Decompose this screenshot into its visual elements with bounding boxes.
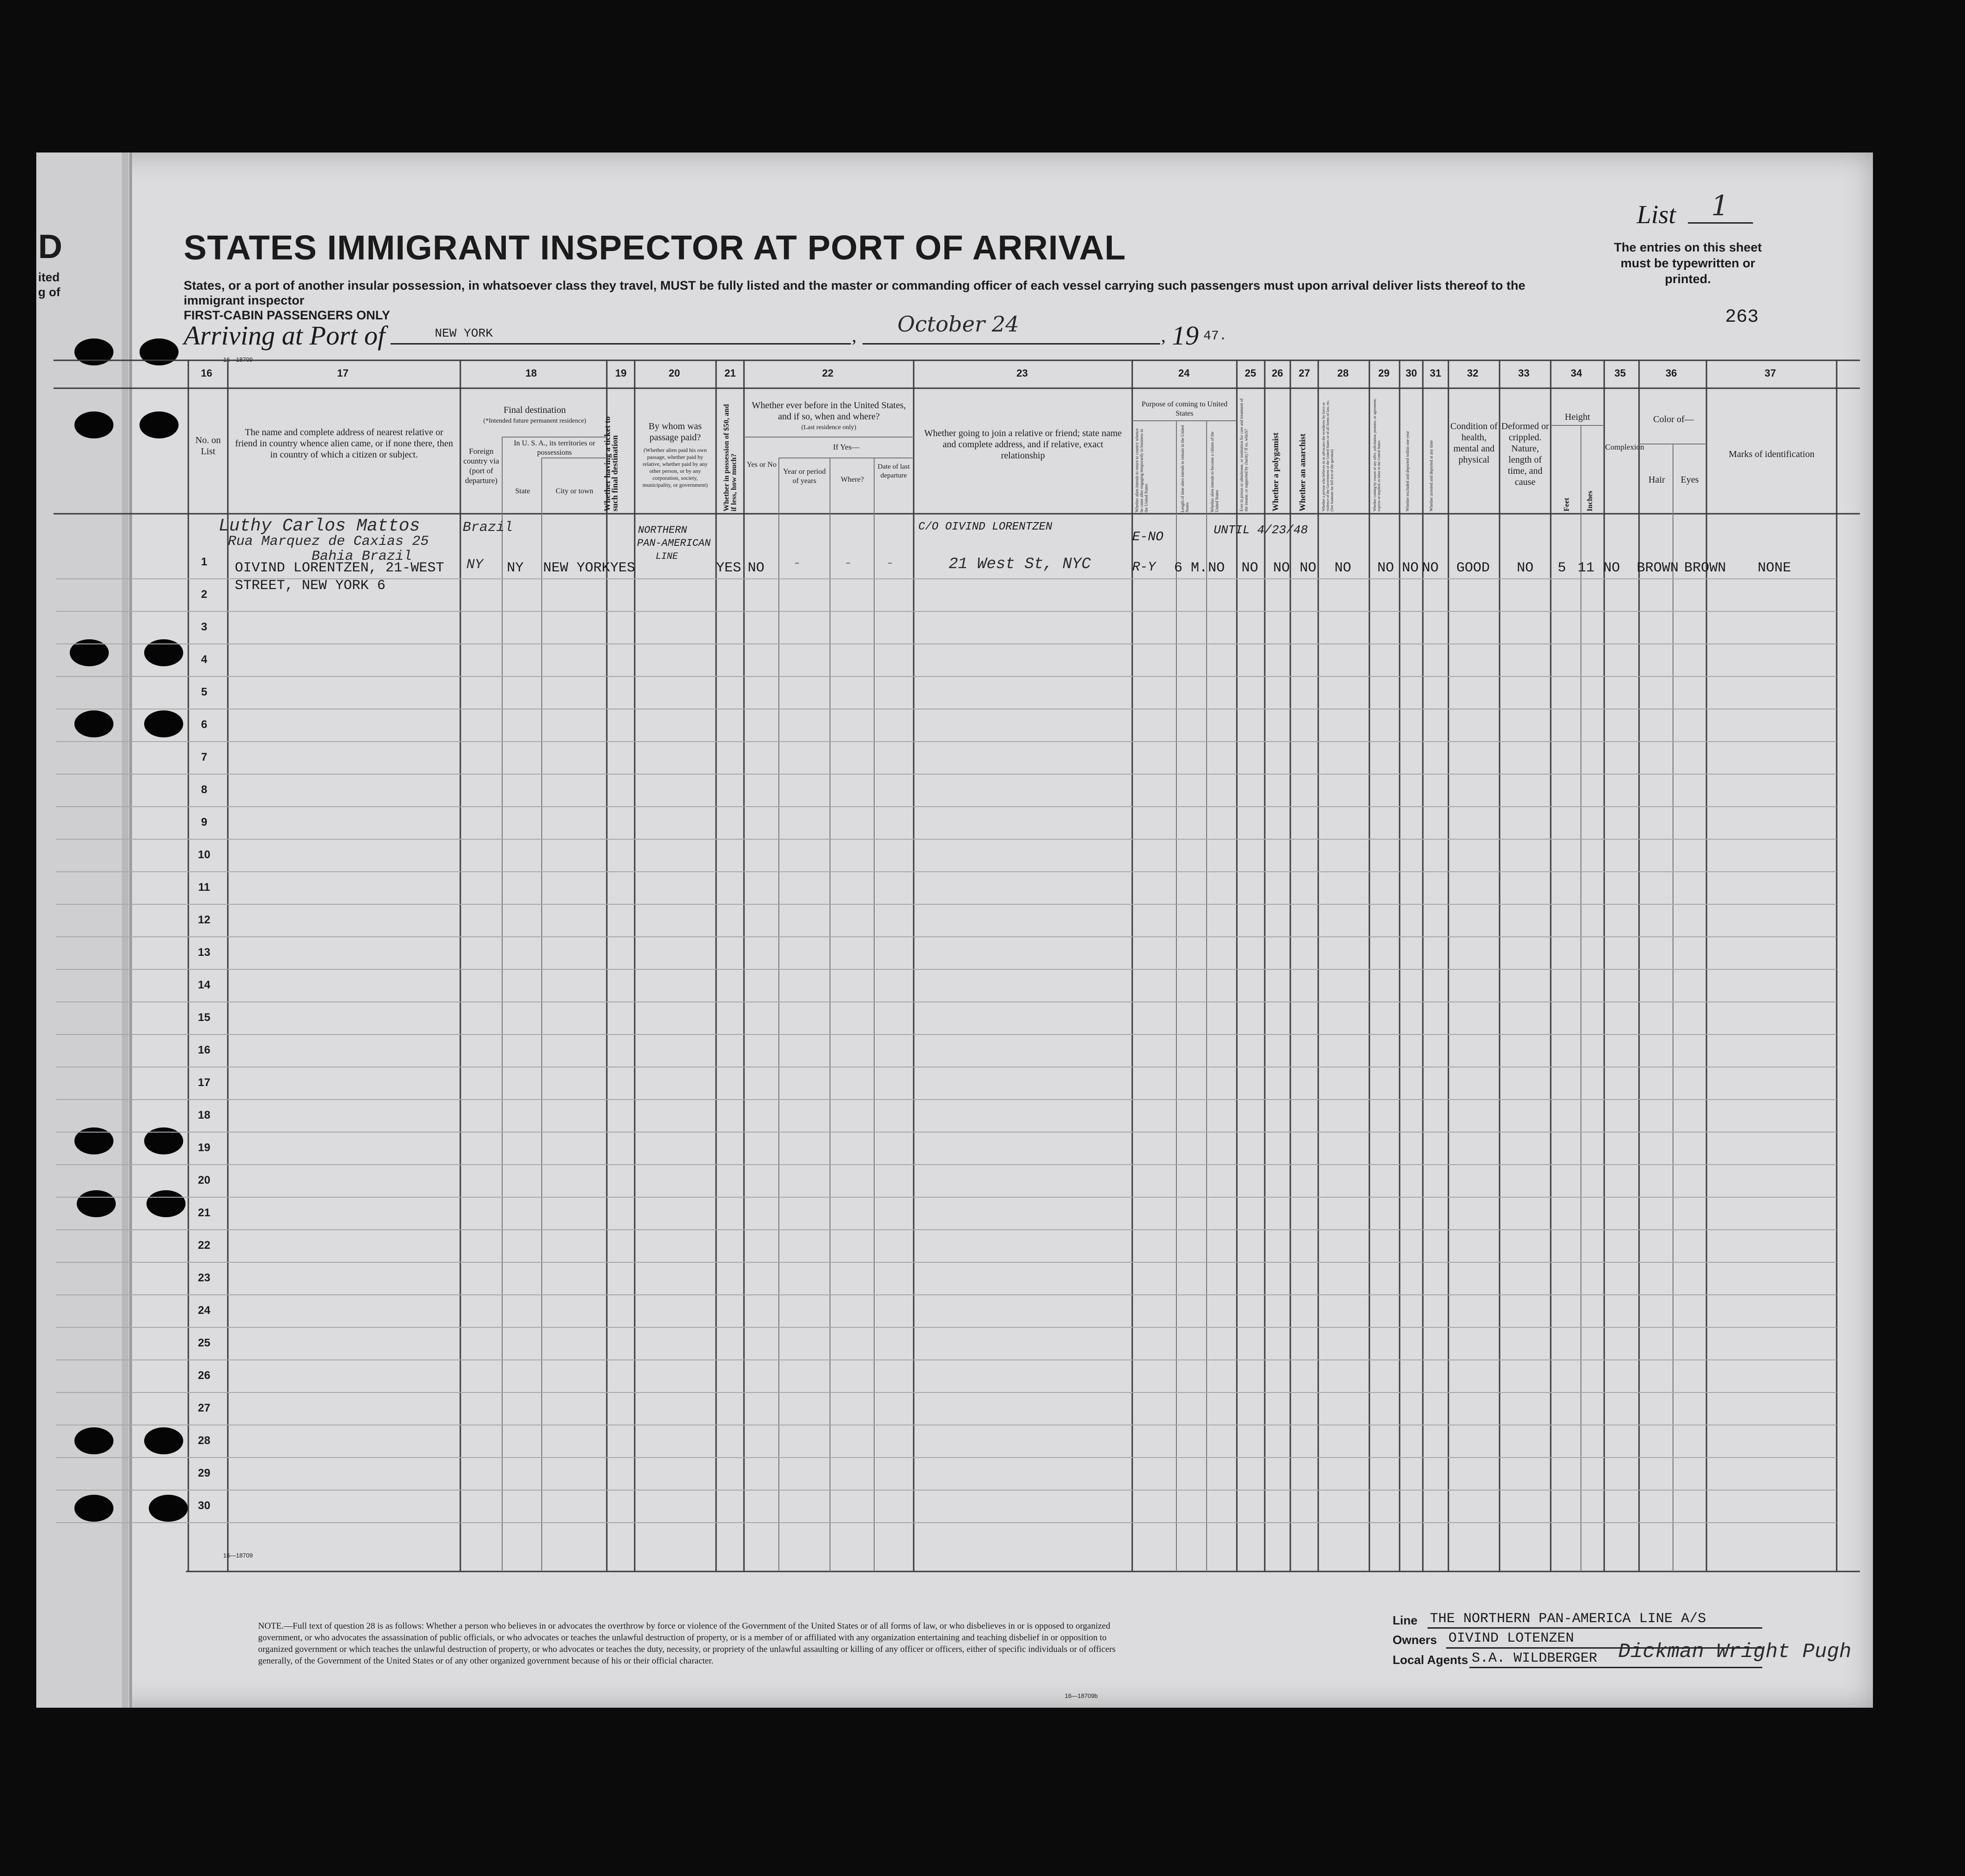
col-number: 23 <box>1016 367 1028 379</box>
col-number: 17 <box>337 367 349 379</box>
join-relative: C/O OIVIND LORENTZEN <box>918 521 1053 533</box>
row-number: 23 <box>198 1272 211 1284</box>
class-note: FIRST-CABIN PASSENGERS ONLY <box>184 308 391 322</box>
agents-underline <box>1469 1667 1762 1668</box>
header-c24-a: Whether alien intends to return to country whence he came after engaging temporarily in business in the United States <box>1135 428 1148 512</box>
foreign-country: Brazil <box>463 520 513 536</box>
row-number: 24 <box>198 1304 211 1317</box>
header-c16: No. on List <box>195 435 221 457</box>
paid-by: NORTHERN <box>638 524 687 536</box>
header-c31: Whether arrested and deported at any time <box>1429 440 1434 511</box>
col-number: 29 <box>1378 367 1390 379</box>
header-c25: Ever in prison or almshouse, or institution for care and treatment of the insane, or supported by charity? If so, which? <box>1239 398 1248 511</box>
owners-label: Owners <box>1393 1633 1437 1647</box>
c28-value: NO <box>1334 560 1352 576</box>
owners-value: OIVIND LOTENZEN <box>1448 1631 1574 1646</box>
col-number: 28 <box>1337 367 1349 379</box>
anarchist-value: NO <box>1300 560 1317 576</box>
money-value: YES <box>716 560 742 576</box>
header-c36: Color of— <box>1653 414 1694 424</box>
row-number: 14 <box>198 979 211 991</box>
year-prefix: 19 <box>1172 320 1199 351</box>
col-number: 25 <box>1245 367 1256 379</box>
dash: - <box>793 556 802 571</box>
list-label: List <box>1637 200 1676 229</box>
header-c22-title: Whether ever before in the United States, and if so, when and where? <box>751 400 906 422</box>
destination-city: NEW YORK <box>543 560 611 576</box>
col-number: 33 <box>1518 367 1530 379</box>
header-c34: Height <box>1565 412 1590 422</box>
header-c22-sub: (Last residence only) <box>801 424 856 431</box>
edge-letter: D <box>38 228 62 265</box>
row-number: 2 <box>201 588 207 601</box>
date-comma: , <box>1161 325 1166 346</box>
c25-value: NO <box>1241 560 1259 576</box>
header-c24-c: Whether alien intends to become a citizen of the United States <box>1210 431 1219 512</box>
paid-by: PAN-AMERICAN <box>637 537 711 549</box>
height-inches: 11 <box>1578 560 1595 576</box>
form-title: STATES IMMIGRANT INSPECTOR AT PORT OF ARRIVAL <box>184 228 1126 267</box>
foreign-port: NY <box>466 557 484 573</box>
row-number: 30 <box>198 1499 211 1512</box>
agents-label: Local Agents <box>1393 1653 1468 1667</box>
agents-value: S.A. WILDBERGER <box>1472 1651 1598 1666</box>
row-number: 29 <box>198 1467 211 1479</box>
row-number: 15 <box>198 1011 211 1024</box>
instruction-text: States, or a port of another insular possession, in whatsoever class they travel, MUST be fully listed and the master or commanding officer of each vessel carrying such passengers must upon arrival deliver lists thereof to the immigrant inspector <box>184 278 1526 307</box>
col-number: 22 <box>822 367 834 379</box>
col-number: 21 <box>724 367 736 379</box>
header-c20-title: By whom was passage paid? <box>648 421 702 443</box>
polygamist-value: NO <box>1273 560 1290 576</box>
header-c18-usa: In U. S. A., its territories or possessions <box>513 439 596 457</box>
row-number: 25 <box>198 1337 211 1349</box>
row-number: 28 <box>198 1434 211 1447</box>
col-number: 19 <box>615 367 627 379</box>
height-feet: 5 <box>1558 560 1567 576</box>
line-label: Line <box>1393 1613 1418 1627</box>
agent-signature: Dickman Wright Pugh <box>1618 1640 1852 1664</box>
header-c18-sub: (*Intended future permanent residence) <box>483 418 586 424</box>
complexion-value: NO <box>1603 560 1620 576</box>
header-c18-foreign: Foreign country via (port of departure) <box>463 447 499 485</box>
header-c21: Whether in possession of $50, and if less, how much? <box>723 404 738 511</box>
health-value: GOOD <box>1456 560 1490 576</box>
header-c18-state: State <box>515 487 530 495</box>
relative-handwritten: Bahia Brazil <box>312 549 412 564</box>
header-c35: Complexion <box>1605 443 1645 451</box>
stay-length: 6 M. <box>1174 560 1208 576</box>
row-number: 7 <box>201 751 207 763</box>
row-number: 16 <box>198 1044 211 1056</box>
row-number: 9 <box>201 816 207 829</box>
row-number: 10 <box>198 849 211 861</box>
stay-length: UNTIL 4/23/48 <box>1214 523 1308 537</box>
row-number: 17 <box>198 1076 211 1089</box>
header-c20 <box>638 421 712 489</box>
header-c24-b: Length of time alien intends to remain in the United States <box>1180 425 1189 512</box>
header-c22-ifyes: If Yes— <box>833 443 860 451</box>
col-number: 34 <box>1571 367 1582 379</box>
row-number: 19 <box>198 1141 211 1154</box>
row-number: 12 <box>198 914 211 926</box>
header-c22 <box>746 400 911 433</box>
relative-handwritten: Luthy Carlos Mattos <box>219 516 420 536</box>
header-c33: Deformed or crippled. Nature, length of time, and cause <box>1501 421 1549 487</box>
paid-by: LINE <box>656 551 678 562</box>
row-number: 11 <box>198 881 210 894</box>
stamp-number: 263 <box>1725 307 1759 328</box>
row-number: 21 <box>198 1206 211 1219</box>
note-code: 16—18709b <box>1065 1692 1098 1699</box>
destination-state: NY <box>507 560 524 576</box>
col-number: 35 <box>1614 367 1626 379</box>
row-number: 3 <box>201 621 207 633</box>
purpose-value: E-NO <box>1132 530 1164 544</box>
question-28-note: NOTE.—Full text of question 28 is as follows: Whether a person who believes in or advocates the overthrow by force or violence of the Government of the United States or of all forms of law, or who disbelieves in or is opposed to organized government, or who advocates the assassination of public officials, or who advocates or teaches the unlawful destruction of property, or is a member of or affiliated with any organization entertaining and teaching disbelief in or opposition to organized government or which teaches the unlawful destruction of property, or who advocates or teaches the duty, necessity, or propriety of the unlawful assaulting or killing of any officer or officers, either of specific individuals or of officers generally, of the Government of the United States or of any other organized government because of his or their official character. <box>258 1621 1116 1666</box>
header-c34-inches: Inches <box>1586 491 1594 511</box>
col-number: 30 <box>1406 367 1417 379</box>
form-code-bottom: 16—18709 <box>223 1552 253 1559</box>
col-number: 16 <box>201 367 212 379</box>
port-comma: , <box>852 325 856 346</box>
col-number: 20 <box>669 367 680 379</box>
dash: - <box>844 556 853 571</box>
col-number: 26 <box>1272 367 1283 379</box>
row-number: 26 <box>198 1369 211 1382</box>
before-us-value: NO <box>748 560 765 576</box>
hair-color: BROWN <box>1637 560 1679 576</box>
header-c24: Purpose of coming to United States <box>1142 400 1228 418</box>
c30-value: NO <box>1402 560 1419 576</box>
row-number: 1 <box>201 556 207 568</box>
port-label: Arriving at Port of <box>184 320 385 351</box>
form-code: 16—18709 <box>223 356 253 363</box>
header-c28: Whether a person who believes in or advocates the overthrow by force or violence of the Government of the United States or of all forms of law, etc. (See footnote for full text of the question) <box>1321 400 1334 511</box>
year-suffix: 47. <box>1203 329 1227 344</box>
header-c32: Condition of health, mental and physical <box>1450 421 1498 465</box>
row-number: 20 <box>198 1174 211 1187</box>
header-c17: The name and complete address of nearest relative or friend in country whence alien came, or if none there, then in country of which a citizen or subject. <box>235 427 453 460</box>
relative-handwritten: Rua Marquez de Caxias 25 <box>228 534 429 550</box>
ticket-value: YES <box>610 560 636 576</box>
row-number: 27 <box>198 1402 211 1414</box>
header-c19: Whether having a ticket to such final destination <box>603 416 619 511</box>
relative-name: OIVIND LORENTZEN, 21-WEST <box>235 560 445 576</box>
col-number: 18 <box>525 367 537 379</box>
sheet-note: The entries on this sheet must be typewritten or printed. <box>1613 240 1762 286</box>
row-number: 13 <box>198 946 211 959</box>
header-c18-title: Final destination <box>504 405 566 415</box>
col-number: 36 <box>1666 367 1677 379</box>
list-value: 1 <box>1711 190 1729 222</box>
edge-word: ited <box>38 270 60 284</box>
relative-address: STREET, NEW YORK 6 <box>235 578 386 594</box>
row-number: 4 <box>201 653 207 666</box>
header-c20-sub: (Whether alien paid his own passage, whether paid by relative, whether paid by any other person, or by any corporation, society, municipality, or government) <box>642 447 708 488</box>
header-c23: Whether going to join a relative or friend; state name and complete address, and if relative, exact relationship <box>924 428 1122 461</box>
row-number: 6 <box>201 718 207 731</box>
col-number: 24 <box>1178 367 1190 379</box>
header-c18 <box>465 404 604 427</box>
citizen-value: NO <box>1208 560 1225 576</box>
header-c36-eyes: Eyes <box>1680 475 1699 485</box>
dash: - <box>886 556 895 571</box>
join-address: 21 West St, NYC <box>949 556 1091 573</box>
purpose-value: R-Y <box>1132 560 1156 575</box>
c31-value: NO <box>1422 560 1439 576</box>
row-number: 18 <box>198 1109 211 1121</box>
row-number: 8 <box>201 783 207 796</box>
row-number: 22 <box>198 1239 211 1252</box>
col-number: 37 <box>1765 367 1776 379</box>
row-number: 5 <box>201 686 207 698</box>
header-c27: Whether an anarchist <box>1298 433 1307 511</box>
line-value: THE NORTHERN PAN-AMERICA LINE A/S <box>1430 1611 1706 1627</box>
col-number: 27 <box>1299 367 1310 379</box>
col-number: 32 <box>1467 367 1479 379</box>
date-value: October 24 <box>897 312 1019 337</box>
c29-value: NO <box>1377 560 1394 576</box>
identification-marks: NONE <box>1758 560 1792 576</box>
col-number: 31 <box>1430 367 1441 379</box>
port-value: NEW YORK <box>435 326 493 340</box>
header-c26: Whether a polygamist <box>1271 432 1280 511</box>
header-c37: Marks of identification <box>1728 449 1815 459</box>
edge-word: g of <box>38 285 60 299</box>
line-underline <box>1427 1627 1762 1629</box>
deformed-value: NO <box>1517 560 1534 576</box>
header-c22-yesno: Yes or No <box>746 461 777 469</box>
header-c18-city: City or town <box>556 487 593 495</box>
eye-color: BROWN <box>1684 560 1726 576</box>
header-c36-hair: Hair <box>1648 475 1665 485</box>
header-c29: Whether coming by reason of any offer, solicitation, promise, or agreement, express or implied, to labor in the United States <box>1373 398 1381 511</box>
header-c22-where: Where? <box>841 476 864 484</box>
header-c22-date: Date of last departure <box>877 463 910 479</box>
header-c22-year: Year or period of years <box>783 468 826 485</box>
header-c34-feet: Feet <box>1563 497 1571 511</box>
header-c30: Whether excluded and deported within one year <box>1405 431 1410 511</box>
